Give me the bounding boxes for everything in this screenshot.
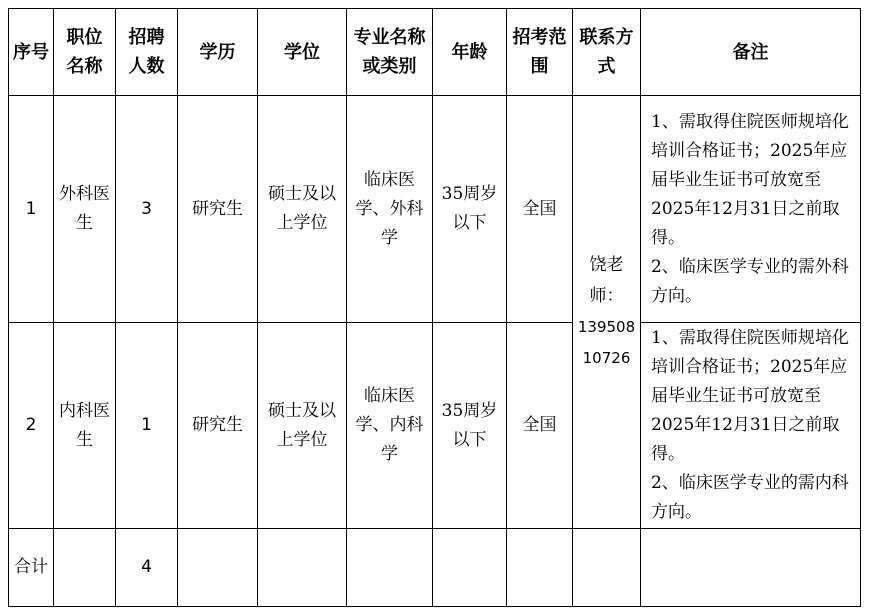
contact-name: 饶老师： — [589, 255, 624, 306]
remark-line-2: 2、临床医学专业的需内科方向。 — [651, 473, 849, 522]
header-age: 年龄 — [433, 9, 507, 96]
contact-cell — [573, 96, 641, 529]
header-education: 学历 — [178, 9, 258, 96]
header-position-name: 职位名称 — [54, 9, 116, 96]
row-age: 35周岁以下 — [433, 323, 507, 529]
header-scope: 招考范围 — [507, 9, 573, 96]
total-empty-cell — [433, 529, 507, 607]
row-major: 临床医学、内科学 — [347, 323, 433, 529]
total-empty-cell — [178, 529, 258, 607]
remark-line-1: 1、需取得住院医师规培化培训合格证书；2025年应届毕业生证书可放宽至2025年12月31日之前取得。 — [651, 328, 849, 464]
table-row — [9, 323, 861, 529]
total-label: 合计 — [9, 529, 54, 607]
recruitment-table — [8, 8, 861, 607]
total-headcount: 4 — [116, 529, 178, 607]
header-major: 专业名称或类别 — [347, 9, 433, 96]
header-remarks: 备注 — [641, 9, 861, 96]
row-scope: 全国 — [507, 96, 573, 323]
total-empty-cell — [54, 529, 116, 607]
row-education: 研究生 — [178, 323, 258, 529]
row-seq: 1 — [9, 96, 54, 323]
remark-line-1: 1、需取得住院医师规培化培训合格证书；2025年应届毕业生证书可放宽至2025年12月31日之前取得。 — [651, 111, 849, 248]
total-empty-cell — [258, 529, 347, 607]
row-degree: 硕士及以上学位 — [258, 96, 347, 323]
total-empty-cell — [347, 529, 433, 607]
total-empty-cell — [507, 529, 573, 607]
header-seq: 序号 — [9, 9, 54, 96]
row-seq: 2 — [9, 323, 54, 529]
remark-line-2: 2、临床医学专业的需外科方向。 — [651, 256, 849, 306]
row-remarks — [641, 96, 861, 323]
row-education: 研究生 — [178, 96, 258, 323]
row-remarks — [641, 323, 861, 529]
row-scope: 全国 — [507, 323, 573, 529]
row-position-name: 内科医生 — [54, 323, 116, 529]
row-headcount: 1 — [116, 323, 178, 529]
total-empty-cell — [641, 529, 861, 607]
row-major: 临床医学、外科学 — [347, 96, 433, 323]
total-row — [9, 529, 861, 607]
contact-phone: 13950810726 — [577, 318, 636, 367]
table-row — [9, 96, 861, 323]
row-degree: 硕士及以上学位 — [258, 323, 347, 529]
header-degree: 学位 — [258, 9, 347, 96]
header-row — [9, 9, 861, 96]
header-contact: 联系方式 — [573, 9, 641, 96]
row-headcount: 3 — [116, 96, 178, 323]
total-empty-cell — [573, 529, 641, 607]
row-position-name: 外科医生 — [54, 96, 116, 323]
row-age: 35周岁以下 — [433, 96, 507, 323]
header-headcount: 招聘人数 — [116, 9, 178, 96]
